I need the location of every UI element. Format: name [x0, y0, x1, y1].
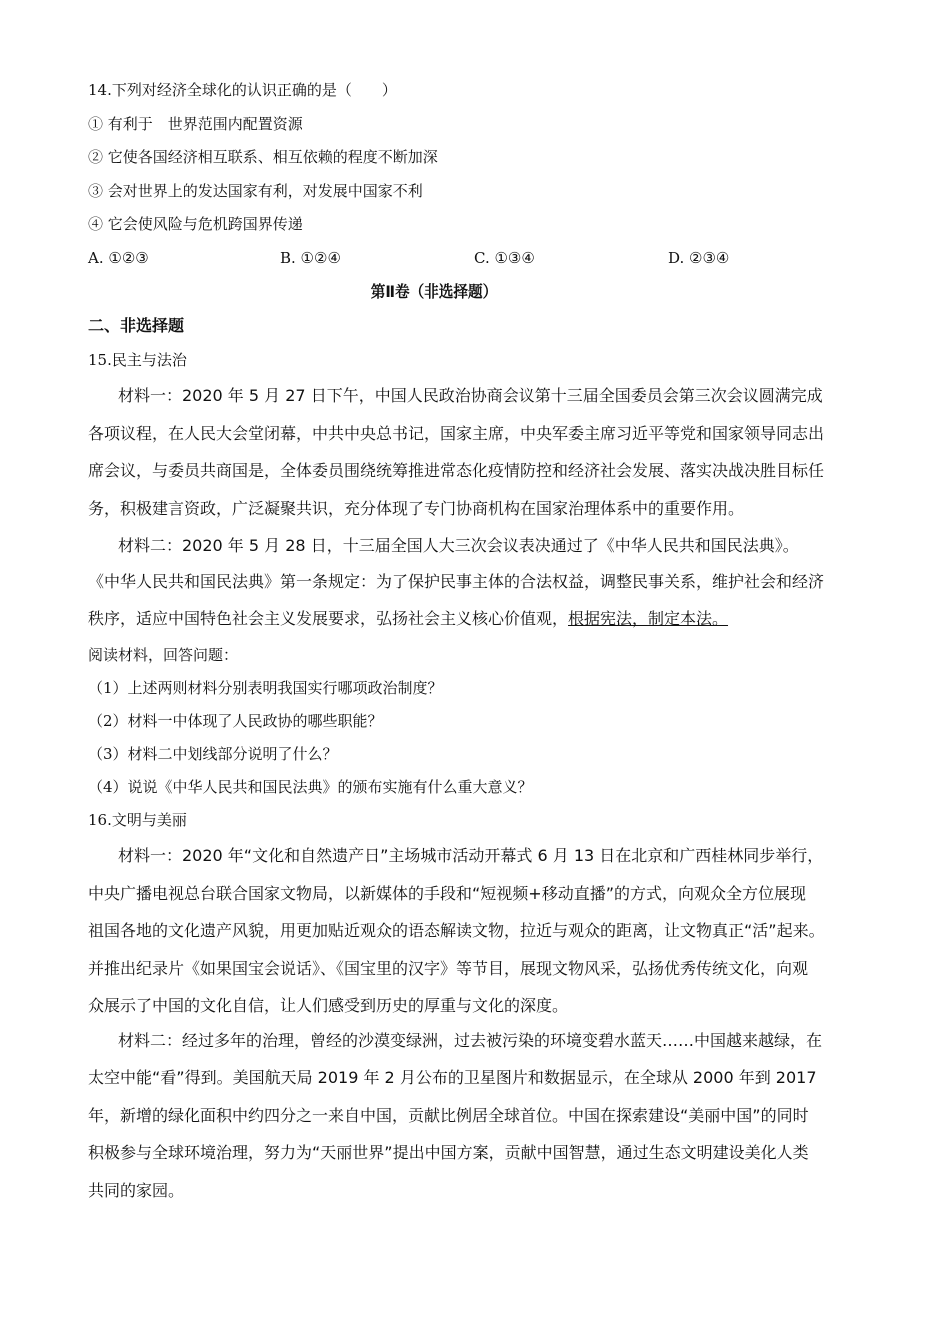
q15-question-1: （1）上述两则材料分别表明我国实行哪项政治制度？ — [88, 679, 443, 697]
q16-material-2-line: 共同的家园。 — [88, 1181, 185, 1200]
q15-material-1-line: 材料一：2020 年 5 月 27 日下午，中国人民政治协商会议第十三届全国委员会第三次会议圆满完成 — [118, 386, 823, 405]
q14-choice-d: D. ②③④ — [668, 249, 730, 267]
q14-choice-b: B. ①②④ — [280, 249, 341, 267]
q15-question-3: （3）材料二中划线部分说明了什么？ — [88, 745, 338, 763]
q15-material-1-line: 务，积极建言资政，广泛凝聚共识，充分体现了专门协商机构在国家治理体系中的重要作用。 — [88, 499, 745, 518]
q16-material-2-line: 积极参与全球环境治理，努力为“天丽世界”提出中国方案，贡献中国智慧，通过生态文明建设美化人类 — [88, 1143, 809, 1162]
q16-material-2-line: 年，新增的绿化面积中约四分之一来自中国，贡献比例居全球首位。中国在探索建设“美丽中国”的同时 — [88, 1106, 809, 1125]
q15-title: 15.民主与法治 — [88, 351, 187, 369]
volume-title: 第Ⅱ卷（非选择题） — [370, 282, 498, 301]
q16-material-2-line: 材料二：经过多年的治理，曾经的沙漠变绿洲，过去被污染的环境变碧水蓝天……中国越来越绿，在 — [118, 1031, 823, 1050]
q14-option-4: ④ 它会使风险与危机跨国界传递 — [88, 215, 303, 233]
q14-stem: 14.下列对经济全球化的认识正确的是（ ） — [88, 81, 397, 99]
q15-material-1-line: 各项议程，在人民大会堂闭幕，中共中央总书记，国家主席，中央军委主席习近平等党和国家领导同志出 — [88, 424, 825, 443]
q15-material-2-plain-text: 秩序，适应中国特色社会主义发展要求，弘扬社会主义核心价值观， — [88, 609, 569, 628]
q16-material-1-line: 祖国各地的文化遗产风貌，用更加贴近观众的语态解读文物，拉近与观众的距离，让文物真正“活”起来。 — [88, 921, 825, 940]
q15-question-4: （4）说说《中华人民共和国民法典》的颁布实施有什么重大意义？ — [88, 778, 533, 796]
q15-material-2-last-line — [88, 609, 728, 629]
section-title: 二、非选择题 — [88, 316, 185, 335]
q16-title: 16.文明与美丽 — [88, 811, 187, 829]
q16-material-2-line: 太空中能“看”得到。美国航天局 2019 年 2 月公布的卫星图片和数据显示，在全球从 2000 年到 2017 — [88, 1068, 817, 1087]
q16-material-1-line: 并推出纪录片《如果国宝会说话》、《国宝里的汉字》等节目，展现文物风采，弘扬优秀传统文化，向观 — [88, 959, 809, 978]
q14-option-3: ③ 会对世界上的发达国家有利，对发展中国家不利 — [88, 182, 423, 200]
q16-material-1-line: 众展示了中国的文化自信，让人们感受到历史的厚重与文化的深度。 — [88, 996, 569, 1015]
q14-option-1: ① 有利于 世界范围内配置资源 — [88, 115, 303, 133]
q14-choice-a: A. ①②③ — [88, 249, 149, 267]
q15-material-2-line: 《中华人民共和国民法典》第一条规定：为了保护民事主体的合法权益，调整民事关系，维护社会和经济 — [88, 572, 825, 591]
q15-material-1-line: 席会议，与委员共商国是，全体委员围绕统筹推进常态化疫情防控和经济社会发展、落实决战决胜目标任 — [88, 461, 825, 480]
q15-underlined-text: 根据宪法，制定本法。 — [568, 609, 729, 628]
q15-question-2: （2）材料一中体现了人民政协的哪些职能？ — [88, 712, 383, 730]
q15-material-2-line: 材料二：2020 年 5 月 28 日，十三届全国人大三次会议表决通过了《中华人民共和国民法典》。 — [118, 536, 799, 555]
q16-material-1-line: 中央广播电视总台联合国家文物局，以新媒体的手段和“短视频+移动直播”的方式，向观众全方位展现 — [88, 884, 806, 903]
q15-reading-prompt: 阅读材料，回答问题： — [88, 646, 239, 664]
q14-option-2: ② 它使各国经济相互联系、相互依赖的程度不断加深 — [88, 148, 438, 166]
q14-choice-c: C. ①③④ — [474, 249, 535, 267]
q16-material-1-line: 材料一：2020 年“文化和自然遗产日”主场城市活动开幕式 6 月 13 日在北京和广西桂林同步举行， — [118, 846, 824, 865]
